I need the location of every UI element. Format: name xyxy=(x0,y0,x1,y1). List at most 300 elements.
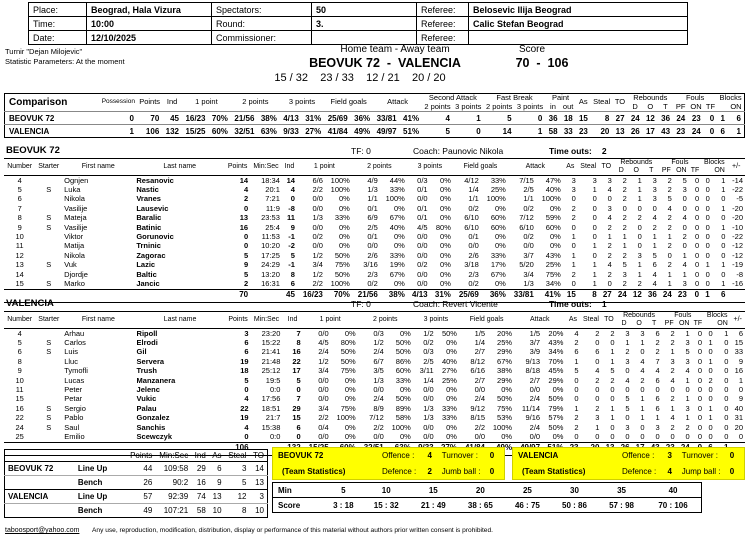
table-cell: 18 xyxy=(561,112,576,125)
table-cell: 0% xyxy=(440,241,451,251)
table-cell: 7:21 xyxy=(265,194,280,204)
table-row xyxy=(5,490,268,504)
table-cell: 38% xyxy=(257,112,279,125)
table-cell: 63% xyxy=(257,125,279,138)
table-cell: 1 xyxy=(738,375,743,385)
table-cell: Petar xyxy=(64,394,83,404)
table-cell: 0 xyxy=(724,384,729,394)
table-cell: 20 xyxy=(591,125,612,138)
offence-label: Offence : xyxy=(382,451,415,460)
table-cell: 36% xyxy=(351,112,373,125)
table-row xyxy=(4,242,745,251)
table-cell: 9/13 xyxy=(525,356,541,366)
table-cell: Nastic xyxy=(136,184,159,194)
table-cell: 0/0 xyxy=(417,194,428,204)
table-cell: 1 xyxy=(728,125,745,138)
table-cell: Batinic xyxy=(136,222,162,232)
table-cell: 0 xyxy=(697,375,703,385)
table-cell: 3 xyxy=(607,203,612,213)
offence-label: Offence : xyxy=(622,451,655,460)
table-cell xyxy=(35,242,62,251)
table-cell: 1 xyxy=(595,422,600,432)
table-cell: 9 xyxy=(243,260,249,270)
players-table-beovuk xyxy=(4,159,745,303)
table-cell: 0/2 xyxy=(468,278,479,288)
table-cell: 0% xyxy=(339,231,350,241)
table-cell: 5 xyxy=(574,366,579,376)
table-cell: 59% xyxy=(545,213,561,223)
table-cell: 1 xyxy=(571,231,576,241)
table-cell: 3/7 xyxy=(529,337,541,347)
table-cell: 1 xyxy=(708,337,713,347)
col-header-fieldgoals: Field goals xyxy=(469,316,504,324)
table-cell: 2 xyxy=(622,175,627,185)
table-cell: 2 xyxy=(637,278,642,288)
table-row xyxy=(273,483,702,498)
defence-value: 2 xyxy=(427,467,432,476)
col-header-rebounds: Rebounds xyxy=(633,93,668,102)
table-cell: 1 xyxy=(721,278,726,288)
table-cell: 6 xyxy=(728,112,745,125)
table-cell: 8 xyxy=(17,356,22,366)
table-cell: 0 xyxy=(694,203,700,213)
table-cell: 2/2 xyxy=(312,278,323,288)
col-header-ind: Ind xyxy=(287,316,298,324)
table-cell: 40% xyxy=(441,356,457,366)
table-cell: 92:39 xyxy=(155,490,191,504)
table-cell: 0 xyxy=(694,278,700,288)
table-cell: Manzanera xyxy=(136,375,176,385)
table-cell: 8/15 xyxy=(470,413,486,423)
team-technical-fouls: TF: 0 xyxy=(351,299,371,309)
team-section-valencia xyxy=(4,297,745,456)
table-cell: 4 xyxy=(682,260,687,270)
table-cell: 34% xyxy=(548,347,564,357)
table-cell: 2 xyxy=(667,260,672,270)
table-cell: Arhau xyxy=(64,328,85,338)
tournament-name: Turnir "Dejan Milojevic" xyxy=(5,47,83,56)
table-cell: 1 xyxy=(670,347,675,357)
table-cell: 3 xyxy=(682,278,687,288)
table-cell: 0% xyxy=(501,384,513,394)
table-cell: 1 xyxy=(708,403,713,413)
table-cell: 1 xyxy=(708,413,713,423)
table-cell: 1 xyxy=(625,337,630,347)
table-cell: 6 xyxy=(574,347,579,357)
table-cell: 58% xyxy=(395,413,411,423)
table-cell: 0 xyxy=(721,231,726,241)
table-row xyxy=(4,348,745,357)
table-cell: 6 xyxy=(209,462,225,476)
table-cell: 9 xyxy=(17,366,22,376)
table-cell: Round: xyxy=(212,17,312,31)
table-cell: 0 xyxy=(607,194,612,204)
email-link[interactable]: taboosport@yahoo.com xyxy=(5,527,80,534)
table-cell: 15 xyxy=(428,485,438,495)
col-header: ON xyxy=(714,167,725,175)
table-cell: Lausevic xyxy=(136,203,169,213)
col-header-rebounds: Rebounds xyxy=(623,312,656,319)
table-cell: 4 xyxy=(244,394,249,404)
table-cell: 5 xyxy=(243,250,249,260)
table-cell: 1 xyxy=(652,241,657,251)
table-cell: 15 xyxy=(734,337,743,347)
table-cell: S xyxy=(46,347,52,357)
table-cell: 36 xyxy=(658,112,673,125)
table-cell: 1/3 xyxy=(367,184,378,194)
table-cell: Palau xyxy=(136,403,157,413)
table-cell: 9 xyxy=(738,356,743,366)
table-cell: 25% xyxy=(441,375,457,385)
table-cell: Viktor xyxy=(64,231,84,241)
table-cell: 2 xyxy=(682,231,687,241)
table-cell: 12 xyxy=(629,289,644,302)
table-cell: 0 xyxy=(708,422,713,432)
table-cell: 4 xyxy=(652,269,657,279)
table-cell: 50% xyxy=(441,328,457,338)
table-cell: 4/13 xyxy=(280,112,302,125)
table-cell: 9/33 xyxy=(280,125,302,138)
table-cell: 1 xyxy=(685,328,690,338)
table-cell: 0/0 xyxy=(373,384,384,394)
table-cell: 5 xyxy=(422,125,453,138)
table-cell: 0% xyxy=(446,394,457,404)
table-cell: 27 xyxy=(612,112,627,125)
table-cell: 1 xyxy=(592,269,597,279)
col-header-first-name: First name xyxy=(81,163,115,171)
table-cell: 2 xyxy=(571,203,576,213)
table-cell: 1/2 xyxy=(312,250,323,260)
table-cell: 3 xyxy=(625,356,630,366)
table-cell: 33% xyxy=(389,250,405,260)
col-header xyxy=(704,320,715,329)
col-header-blocks: Blocks xyxy=(719,93,742,102)
table-cell: 0 xyxy=(610,394,615,404)
table-cell: 0 xyxy=(697,431,703,441)
quarter-scores: 15 / 32 23 / 33 12 / 21 20 / 20 xyxy=(274,72,446,84)
table-cell: 2 xyxy=(610,328,615,338)
table-cell: 0 xyxy=(670,431,675,441)
table-cell: 2 xyxy=(655,347,660,357)
table-cell: 17 xyxy=(292,366,301,376)
table-cell xyxy=(5,504,75,518)
table-cell: 17 xyxy=(643,125,658,138)
col-header-blocks: Blocks xyxy=(703,159,725,166)
team-statistics-title xyxy=(513,448,620,479)
col-header-1point: 1 point xyxy=(195,97,218,107)
players-table-valencia xyxy=(4,312,745,456)
table-cell: Mateja xyxy=(64,213,87,223)
table-cell: 3 xyxy=(685,337,690,347)
players-body xyxy=(4,329,745,443)
table-cell: 50% xyxy=(548,394,564,404)
col-header-3points: 3 points xyxy=(288,97,316,107)
table-cell: 2/4 xyxy=(529,394,541,404)
table-cell: S xyxy=(46,403,52,413)
table-cell: 21/56 xyxy=(352,289,380,302)
table-cell: Vuk xyxy=(64,260,77,270)
table-cell: 22 xyxy=(292,356,301,366)
timeouts-label: Time outs: xyxy=(549,146,592,156)
table-cell: 9 xyxy=(290,222,295,232)
table-cell: 0 xyxy=(697,366,703,376)
table-cell: 3/9 xyxy=(529,347,541,357)
table-cell: 0 xyxy=(682,203,687,213)
col-header-attack: Attack xyxy=(525,163,546,171)
table-cell: 29% xyxy=(497,347,513,357)
table-cell: 44% xyxy=(389,175,405,185)
table-cell: 14 xyxy=(484,125,515,138)
table-row xyxy=(4,176,745,186)
table-cell: 100% xyxy=(330,184,350,194)
table-cell: -1 xyxy=(288,231,295,241)
table-cell: 8/12 xyxy=(470,356,486,366)
col-header-2points: 2 points xyxy=(373,316,398,324)
table-cell: 5 xyxy=(341,485,346,495)
table-cell: 7 xyxy=(17,203,22,213)
col-header-fast-break: Fast Break xyxy=(496,93,533,102)
table-cell: 0 xyxy=(625,431,630,441)
table-cell: 24 xyxy=(614,289,629,302)
table-cell: Tymofli xyxy=(64,366,88,376)
timeouts-value: 2 xyxy=(601,146,607,156)
table-cell: 5 xyxy=(667,194,672,204)
table-cell: 2 xyxy=(652,222,657,232)
col-header-1point: 1 point xyxy=(313,163,335,171)
table-cell: 3 xyxy=(652,194,657,204)
table-cell: 2/6 xyxy=(367,250,378,260)
table-cell: 0 xyxy=(296,431,301,441)
table-cell: 32/51 xyxy=(231,125,258,138)
table-cell: 0/0 xyxy=(423,384,434,394)
table-cell: 0/0 xyxy=(529,431,541,441)
table-cell: 2 xyxy=(622,184,627,194)
table-cell: 0% xyxy=(501,431,513,441)
col-header-to: TO xyxy=(614,97,626,107)
table-cell: 4 xyxy=(685,366,690,376)
table-cell: Time: xyxy=(29,17,87,31)
col-header: O xyxy=(633,167,639,175)
table-cell: 41/84 xyxy=(324,125,351,138)
col-header xyxy=(717,103,728,112)
table-cell: BEOVUK 72 xyxy=(5,462,75,476)
team-statistics-title xyxy=(273,448,380,479)
table-cell: 29% xyxy=(548,375,564,385)
table-cell: 57 : 98 xyxy=(609,500,634,510)
table-cell xyxy=(35,376,62,385)
table-cell: 89% xyxy=(395,403,411,413)
table-cell: 0 xyxy=(721,250,726,260)
table-cell: 1/3 xyxy=(523,278,534,288)
table-cell: 27 xyxy=(599,289,614,302)
lineup-bench-summary-table xyxy=(4,449,268,518)
table-cell: 13 xyxy=(239,213,249,223)
table-row xyxy=(5,462,268,476)
table-cell xyxy=(469,31,688,45)
table-cell: 0 xyxy=(705,269,710,279)
table-row xyxy=(5,112,745,125)
table-cell: 1/4 xyxy=(423,375,434,385)
table-cell: 0 xyxy=(697,422,703,432)
table-cell: 5 xyxy=(685,347,690,357)
table-cell: 14 xyxy=(239,175,249,185)
col-header: TF xyxy=(705,101,716,111)
table-cell: 0 xyxy=(595,431,600,441)
table-cell: 25:12 xyxy=(261,366,281,376)
col-header-fieldgoals: Field goals xyxy=(330,97,367,107)
table-cell: 0 xyxy=(697,413,703,423)
table-cell: 0 xyxy=(705,175,710,185)
table-cell: 4 xyxy=(682,213,687,223)
table-cell: 44 xyxy=(126,462,155,476)
table-cell: 1 xyxy=(610,413,615,423)
table-cell: 5 xyxy=(244,375,249,385)
col-header-assists: As xyxy=(209,450,225,462)
table-cell: 25% xyxy=(490,184,506,194)
col-header xyxy=(75,450,126,462)
table-cell: 2 xyxy=(622,278,627,288)
table-cell: 0% xyxy=(446,431,457,441)
table-cell: 1 xyxy=(670,403,675,413)
comparison-title: Comparison xyxy=(9,96,68,108)
table-cell: 70 xyxy=(225,289,250,302)
table-row xyxy=(5,504,268,518)
table-cell: 0 xyxy=(721,213,726,223)
table-cell: 1 xyxy=(685,413,690,423)
col-header-points: Points xyxy=(139,97,161,107)
table-cell: 25/69 xyxy=(324,112,351,125)
table-cell: 0% xyxy=(344,431,356,441)
col-header: ON xyxy=(690,101,702,111)
table-cell: 0 xyxy=(697,356,703,366)
table-cell: 50% xyxy=(334,269,350,279)
col-header-starter: Starter xyxy=(38,163,60,171)
players-table-header xyxy=(4,312,745,329)
col-header-first-name: First name xyxy=(81,316,115,324)
table-cell: 19% xyxy=(389,260,405,270)
table-cell: 0 xyxy=(724,403,729,413)
table-cell: 0 xyxy=(724,413,729,423)
table-cell: 0% xyxy=(552,384,564,394)
table-cell: 1/1 xyxy=(523,194,534,204)
table-cell: 4/5 xyxy=(417,222,428,232)
jumpball-value: 0 xyxy=(729,467,735,476)
table-cell: 4/5 xyxy=(318,337,329,347)
table-cell: 29% xyxy=(497,375,513,385)
table-cell xyxy=(35,270,62,279)
table-cell: 0% xyxy=(440,278,451,288)
table-cell: BEOVUK 72 xyxy=(5,112,100,125)
table-cell: 6 xyxy=(655,328,660,338)
table-cell: 26 xyxy=(126,476,155,490)
table-cell: 43% xyxy=(545,250,561,260)
jumpball-value: 0 xyxy=(489,467,495,476)
table-cell: 0 xyxy=(724,347,729,357)
table-cell: 5 xyxy=(652,250,657,260)
table-cell: 3 xyxy=(244,328,249,338)
col-header xyxy=(5,450,75,462)
table-cell: 19 xyxy=(240,356,249,366)
table-cell: 57 xyxy=(126,490,155,504)
table-cell: Scewczyk xyxy=(136,431,172,441)
table-cell: 1 xyxy=(682,269,687,279)
col-header-fouls: Fouls xyxy=(674,312,692,319)
table-cell: 8 xyxy=(296,337,301,347)
table-cell: 24 xyxy=(659,289,674,302)
table-cell: 106 xyxy=(137,125,162,138)
table-cell: 60% xyxy=(208,125,230,138)
table-cell: 0 xyxy=(694,222,700,232)
table-cell: 0% xyxy=(495,278,506,288)
table-cell: 22 xyxy=(15,413,24,423)
table-cell: 33 xyxy=(561,125,576,138)
table-cell: 25 xyxy=(522,485,532,495)
players-body xyxy=(4,176,745,290)
table-cell: 11/14 xyxy=(521,403,541,413)
table-cell: 5 xyxy=(17,337,22,347)
table-cell: 0% xyxy=(440,250,451,260)
table-cell: 0/3 xyxy=(423,347,434,357)
table-cell: 4 xyxy=(640,366,645,376)
table-cell: 0 xyxy=(721,241,726,251)
table-cell: 60% xyxy=(545,222,561,232)
table-cell: 41% xyxy=(400,112,422,125)
table-cell: 40% xyxy=(545,184,561,194)
table-cell: -20 xyxy=(732,213,743,223)
table-cell: 6/7 xyxy=(373,356,384,366)
table-cell: Beograd, Hala Vizura xyxy=(87,3,212,17)
col-header: PF xyxy=(664,320,674,328)
table-cell: 100% xyxy=(486,194,506,204)
col-header: 2 points xyxy=(424,101,451,111)
table-cell: Lucas xyxy=(64,375,85,385)
table-cell: 0 xyxy=(610,337,615,347)
table-cell: 9/16 xyxy=(525,413,541,423)
table-cell: 21:7 xyxy=(265,413,281,423)
table-cell: 1 xyxy=(708,356,713,366)
table-cell: 0/2 xyxy=(523,231,534,241)
table-cell: 4 xyxy=(607,213,612,223)
table-cell: 23 xyxy=(674,289,689,302)
table-cell: 0% xyxy=(495,203,506,213)
table-cell xyxy=(312,31,417,45)
table-cell: 0% xyxy=(440,213,451,223)
table-cell: 4 xyxy=(640,356,645,366)
table-cell: 2 xyxy=(595,375,600,385)
copyright-disclaimer: Any use, reproduction, modification, distribution, display or performance of this material without authors prior written consent is prohibited. xyxy=(92,527,493,534)
col-header: 3 points xyxy=(516,101,544,111)
table-cell: 67% xyxy=(490,269,506,279)
table-row xyxy=(4,395,745,404)
table-cell: 11 xyxy=(15,384,24,394)
table-cell: 13 xyxy=(15,260,24,270)
table-cell: 0% xyxy=(399,384,411,394)
col-header-assists: As xyxy=(568,316,578,324)
table-cell: 13 xyxy=(612,125,627,138)
table-cell: 0 xyxy=(724,356,729,366)
table-cell: 1 xyxy=(592,278,597,288)
defence-label: Defence : xyxy=(382,467,417,476)
col-header-points: Points xyxy=(126,450,155,462)
table-cell: 0 xyxy=(592,213,597,223)
table-cell xyxy=(35,329,62,339)
col-header-to: TO xyxy=(249,450,267,462)
team-section-header xyxy=(4,297,745,312)
table-cell: Elrodi xyxy=(136,337,158,347)
table-cell: 0% xyxy=(339,222,350,232)
table-cell: 1 xyxy=(453,112,484,125)
table-cell: 6 xyxy=(244,337,249,347)
